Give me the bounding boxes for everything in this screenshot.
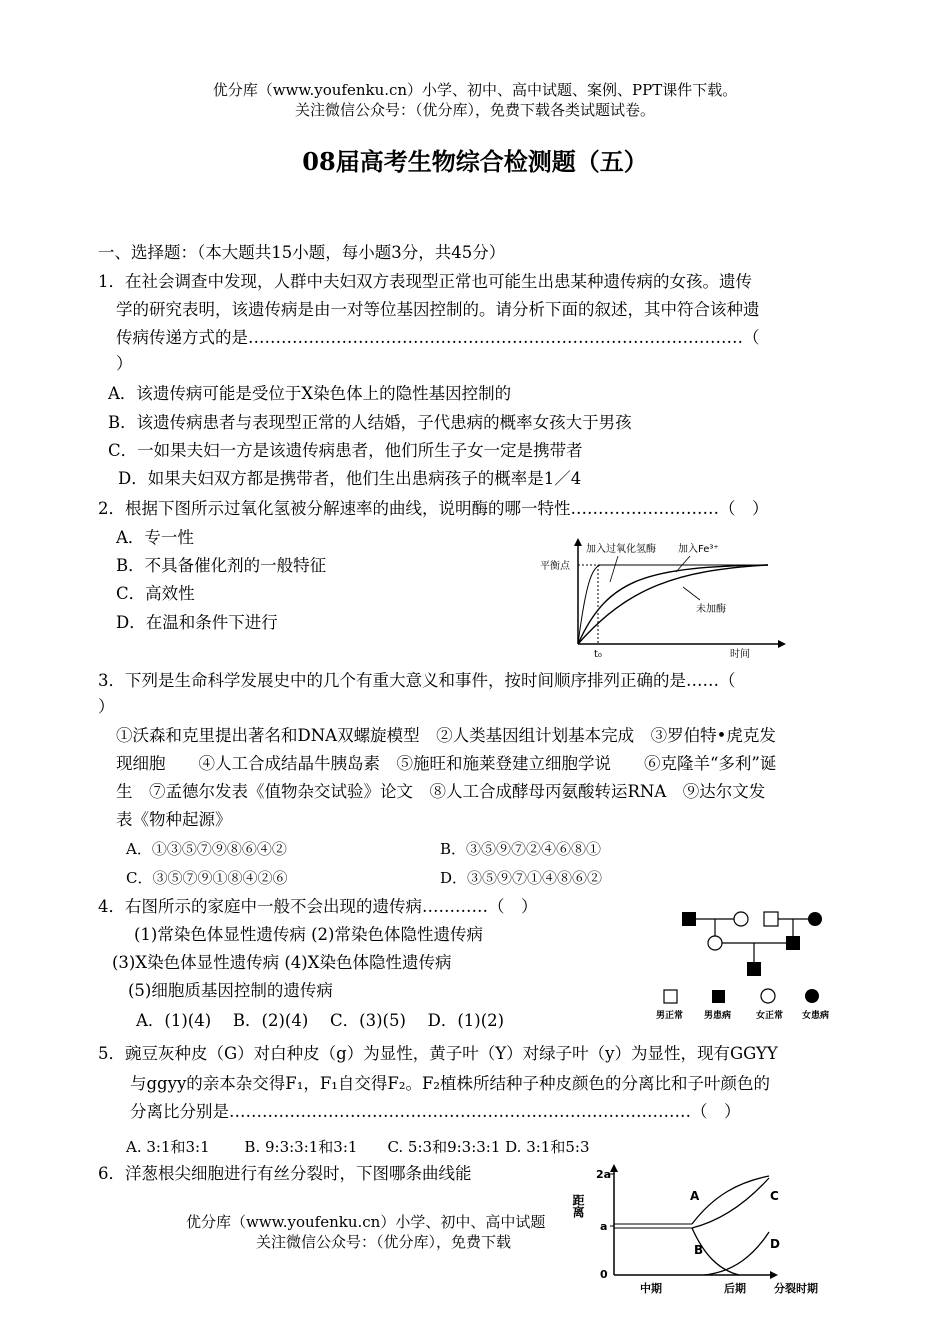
q3-line-5: 生 ⑦孟德尔发表《值物杂交试验》论文 ⑧人工合成酵母丙氨酸转运RNA ⑨达尔文发	[116, 782, 766, 801]
legend-male-affected: 男患病	[704, 1011, 732, 1021]
label-equilibrium: 平衡点	[540, 561, 570, 572]
q2-option-d: D．在温和条件下进行	[116, 613, 278, 632]
q1-option-c: C．一如果夫妇一方是该遗传病患者，他们所生子女一定是携带者	[108, 441, 583, 460]
chromosome-distance-figure	[571, 1160, 840, 1340]
y-axis-label: 距离	[571, 1194, 585, 1218]
enzyme-curve	[578, 565, 768, 644]
female-affected-symbol	[808, 912, 822, 926]
footer-line-2: 关注微信公众号：（优分库），免费下载	[256, 1233, 512, 1251]
q4-option-3-4: (3)X染色体显性遗传病 (4)X染色体隐性遗传病	[112, 953, 452, 972]
curve-a	[692, 1176, 769, 1224]
q4-option-1-2: (1)常染色体显性遗传病 (2)常染色体隐性遗传病	[134, 925, 483, 944]
q4-choices: A．(1)(4) B．(2)(4) C．(3)(5) D．(1)(2)	[136, 1011, 505, 1030]
q3-option-b: B．③⑤⑨⑦②④⑥⑧①	[440, 840, 602, 858]
q3-line-3: ①沃森和克里提出著名和DNA双螺旋模型 ②人类基因组计划基本完成 ③罗伯特•虎克发	[116, 726, 776, 745]
q3-line-2: ）	[98, 697, 115, 716]
q2-option-a: A．专一性	[116, 528, 194, 547]
male-affected-symbol	[682, 912, 696, 926]
tick-a: a	[600, 1220, 608, 1233]
reaction-rate-figure	[538, 532, 788, 660]
pedigree-figure	[652, 896, 862, 1022]
page-title: 08届高考生物综合检测题（五）	[302, 147, 648, 176]
label-d: D	[770, 1237, 780, 1251]
male-normal-symbol	[764, 912, 778, 926]
q1-line-4: ）	[116, 354, 133, 373]
female-normal-symbol	[734, 912, 748, 926]
curve-c	[692, 1178, 769, 1228]
label-time: 时间	[730, 649, 750, 660]
female-normal-symbol	[708, 936, 722, 950]
x-label-phase: 分裂时期	[774, 1282, 818, 1295]
q3-option-d: D．③⑤⑨⑦①④⑧⑥②	[440, 869, 603, 887]
q1-line-2: 学的研究表明，该遗传病是由一对等位基因控制的。请分析下面的叙述，其中符合该种遗	[116, 300, 760, 319]
q5-choices: A. 3:1和3:1 B. 9:3:3:1和3:1 C. 5:3和9:3:3:1 D. 3:1和5:3	[126, 1138, 590, 1156]
q4-stem: 4．右图所示的家庭中一般不会出现的遗传病…………（ ）	[98, 897, 538, 916]
label-b: B	[694, 1243, 704, 1257]
q3-line-1: 3．下列是生命科学发展史中的几个有重大意义和事件，按时间顺序排列正确的是……（	[98, 671, 736, 690]
curve-d	[704, 1232, 769, 1275]
q3-option-c: C．③⑤⑦⑨①⑧④②⑥	[126, 869, 288, 887]
legend-male-normal: 男正常	[656, 1011, 684, 1021]
label-no-enzyme: 未加酶	[696, 604, 726, 615]
q5-line-3: 分离比分别是…………………………………………………………………………（ ）	[130, 1102, 741, 1121]
tick-0: 0	[600, 1268, 608, 1281]
q3-line-4: 现细胞 ④人工合成结晶牛胰岛素 ⑤施旺和施莱登建立细胞学说 ⑥克隆羊“多利”诞	[116, 754, 777, 773]
q1-option-d: D．如果夫妇双方都是携带者，他们生出患病孩子的概率是1／4	[118, 469, 582, 488]
x-label-anaphase: 后期	[724, 1282, 746, 1295]
footer-line-1: 优分库（www.youfenku.cn）小学、初中、高中试题	[186, 1213, 546, 1231]
q4-option-5: (5)细胞质基因控制的遗传病	[128, 981, 333, 1000]
header-line-2: 关注微信公众号：（优分库），免费下载各类试题试卷。	[294, 101, 655, 119]
label-enzyme: 加入过氧化氢酶	[586, 544, 656, 555]
q2-option-b: B．不具备催化剂的一般特征	[116, 556, 327, 575]
section-heading: 一、选择题：（本大题共15小题，每小题3分，共45分）	[98, 243, 506, 262]
male-affected-symbol	[747, 962, 761, 976]
x-label-metaphase: 中期	[640, 1282, 662, 1295]
legend-female-affected: 女患病	[802, 1011, 830, 1021]
label-fe: 加入Fe³⁺	[678, 544, 719, 555]
label-a: A	[690, 1189, 700, 1203]
male-affected-symbol	[786, 936, 800, 950]
q1-option-b: B．该遗传病患者与表现型正常的人结婚，子代患病的概率女孩大于男孩	[108, 413, 632, 432]
q1-line-3: 传病传递方式的是………………………………………………………………………………（	[116, 328, 760, 347]
tick-2a: 2a	[596, 1168, 612, 1181]
q5-line-2: 与ggyy的亲本杂交得F₁，F₁自交得F₂。F₂植株所结种子种皮颜色的分离比和子叶颜色的	[130, 1074, 771, 1093]
legend-female-normal: 女正常	[756, 1011, 784, 1021]
fe-curve	[578, 565, 768, 644]
q1-option-a: A．该遗传病可能是受位于X染色体上的隐性基因控制的	[108, 384, 512, 403]
q3-option-a: A．①③⑤⑦⑨⑧⑥④②	[126, 840, 287, 858]
header-line-1: 优分库（www.youfenku.cn）小学、初中、高中试题、案例、PPT课件下载。	[212, 81, 738, 99]
q2-stem: 2．根据下图所示过氧化氢被分解速率的曲线，说明酶的哪一特性………………………（ ）	[98, 499, 769, 518]
q5-line-1: 5．豌豆灰种皮（G）对白种皮（g）为显性，黄子叶（Y）对绿子叶（y）为显性，现有GGYY	[98, 1044, 778, 1063]
q3-line-6: 表《物种起源》	[116, 810, 232, 829]
q6-stem: 6．洋葱根尖细胞进行有丝分裂时，下图哪条曲线能	[98, 1164, 472, 1183]
q1-line-1: 1．在社会调查中发现，人群中夫妇双方表现型正常也可能生出患某种遗传病的女孩。遗传	[98, 272, 752, 291]
label-c: C	[770, 1189, 779, 1203]
no-enzyme-curve	[578, 565, 768, 644]
label-t0: t₀	[594, 649, 602, 660]
q2-option-c: C．高效性	[116, 584, 195, 603]
